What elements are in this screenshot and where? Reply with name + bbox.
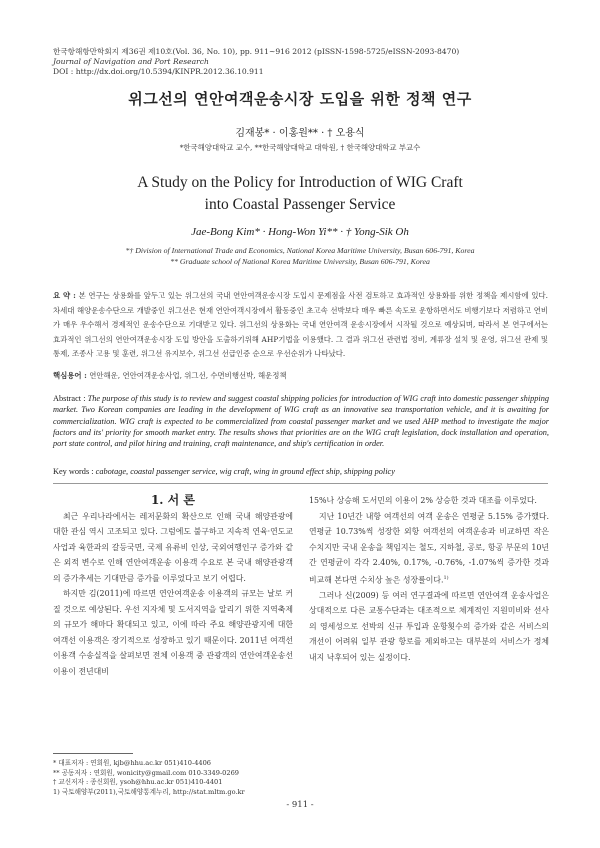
footnotes	[53, 759, 303, 797]
keywords-korean	[53, 370, 548, 381]
authors-english: Jae-Bong Kim* · Hong-Won Yi** · † Yong-Sik Oh	[191, 226, 409, 238]
paragraph	[309, 509, 549, 588]
footnote: † 교신저자 : 종신회원, ysoh@hhu.ac.kr 051)410-4401	[53, 778, 223, 787]
affiliation-korean: *한국해양대학교 교수, **한국해양대학교 대학원, † 한국해양대학교 부교수	[179, 143, 421, 152]
doi-line[interactable]: DOI : http://dx.doi.org/10.5394/KINPR.2012.36.10.911	[53, 67, 264, 76]
paragraph-text: 지난 10년간 내항 여객선의 여객 운송은 연평균 5.15% 증가했다. 연평균 10.73%씩 성장한 외항 여객선의 여객운송과 비교하면 작은 수치지만 국내 운송을 책임지는 철도, 지하철, 공로, 항공 부문의 10년간 연평균이 각각 2.40%, 0.17%, -0.76%, -1.07%씩 증가한 것과 비교해 본다면 수치상 높은 성장률이다.	[309, 511, 549, 585]
keywords-korean-text: 연안해운, 연안여객운송사업, 위그선, 수면비행선박, 해운정책	[89, 371, 287, 380]
authors-korean: 김재봉* · 이홍원** · † 오용식	[235, 128, 365, 139]
title-korean: 위그선의 연안여객운송시장 도입을 위한 정책 연구	[128, 90, 472, 108]
affiliation-english-line2: ** Graduate school of National Korea Maritime University, Busan 606-791, Korea	[170, 257, 430, 266]
body-column-right	[309, 493, 549, 665]
abstract-korean-text: 본 연구는 상용화를 앞두고 있는 위그선의 국내 연안여객운송시장 도입시 문제점을 사전 검토하고 효과적인 상용화를 위한 정책을 제시함에 있다. 차세대 해양운송수단으로 개발중인 위그선은 현재 연안여객시장에서 활동중인 초고속 선박보다 매우 빠른 속도로 운항하면서도 비행기보다 저렴하고 연비가 매우 우수해서 경제적인 운송수단으로 기대받고 있다. 위그선의 상용화는 국내 연안여객 운송시장에서 시작될 것으로 예상되며, 따라서 본 연구에서는 효과적인 위그선의 연안여객운송시장 도입 방안을 도출하기위해 AHP기법을 이용했다. 그 결과 위그선 관련법 정비, 계류장 설치 및 운영, 위그선 관제 및 통제, 조종사 고용 및 훈련, 위그선 유지보수, 위그선 선급인증 순으로 우선순위가 나타났다.	[53, 291, 549, 359]
keywords-english	[53, 467, 549, 476]
divider	[53, 483, 548, 484]
title-english-line2: into Coastal Passenger Service	[204, 196, 396, 213]
abstract-english-label: Abstract :	[53, 394, 86, 403]
paragraph: 그러나 신(2009) 등 여러 연구결과에 따르면 연안여객 운송사업은 상대적으로 다른 교통수단과는 대조적으로 체계적인 지원미비와 선사의 영세성으로 선박의 신규 투입과 운항횟수의 증가와 같은 서비스의 개선이 어려워 일부 관광 항로를 제외하고는 대부분의 서비스가 정체 내지 낙후되어 있는 실정이다.	[309, 590, 549, 662]
affiliation-english	[0, 245, 600, 267]
footnote: ** 공동저자 : 연회원, wonicity@gmail.com 010-3349-0269	[53, 768, 239, 777]
footnote: * 대표저자 : 연회원, kjb@hhu.ac.kr 051)410-4406	[53, 759, 211, 767]
abstract-korean-label: 요 약 :	[53, 291, 76, 300]
body-column-left	[53, 493, 293, 679]
footnote: 1) 국토해양부(2011),국토해양통계누리, http://stat.mltm.go.kr	[53, 787, 245, 796]
journal-name: Journal of Navigation and Port Research	[53, 57, 209, 66]
footnote-ref[interactable]: 1)	[443, 574, 449, 581]
page-number: - 911 -	[286, 800, 314, 810]
section-title: 1. 서 론	[150, 493, 196, 507]
abstract-korean	[53, 289, 548, 362]
abstract-english	[53, 393, 549, 449]
paragraph: 15%나 상승해 도서민의 이용이 2% 상승한 것과 대조를 이루었다.	[309, 496, 537, 505]
title-english	[0, 172, 600, 216]
abstract-english-text: The purpose of this study is to review and suggest coastal shipping policies for introduction of WIG craft into domestic passenger shipping market. Two Korean companies are leading in the development of WIG craft as an innovative sea transportation vehicle, and it is awaiting for commercialization. WIG craft is expected to be commercialized from coastal passenger market and we used AHP method to investigate the major factors and its' priority for smooth market entry. The results shows that priorities are on the WIG craft legislation, dock installation and operation, port state control, and pilot hiring and training, craft maintenance, and ship's certification in order.	[53, 394, 549, 449]
keywords-korean-label: 핵심용어 :	[53, 371, 87, 380]
paragraph: 하지만 김(2011)에 따르면 연안여객운송 이용객의 규모는 날로 커질 것으로 예상된다. 우선 지자체 및 도서지역을 알리기 위한 지역축제의 규모가 해마다 확대되고 있고, 이에 따라 주요 해양관광지에 대한 여객선 이용객은 장기적으로 성장하고 있기 때문이다. 2011년 여객선 이용객 수송실적을 살펴보면 전체 이용객 중 관광객의 연안여객운송선 이용이 전년대비	[53, 589, 293, 676]
paragraph: 최근 우리나라에서는 레저문화의 확산으로 인해 국내 해양관광에 대한 관심 역시 고조되고 있다. 그럼에도 불구하고 지속적 연육·연도교 사업과 육한과의 갈등국면, 국제 유류비 인상, 국외여행인구 증가와 같은 외적 변수로 인해 연안여객운송 이용객 수요로 본 국내 해양관광객의 증가추세는 기대만큼 증가를 이루었다고 보기 어렵다.	[53, 511, 293, 583]
title-english-line1: A Study on the Policy for Introduction of WIG Craft	[137, 174, 463, 191]
journal-header	[53, 47, 553, 77]
affiliation-english-line1: *† Division of International Trade and Economics, National Korea Maritime University, Busan 606-791, Korea	[125, 246, 475, 255]
keywords-english-label: Key words :	[53, 467, 94, 476]
keywords-english-text: cabotage, coastal passenger service, wig craft, wing in ground effect ship, shipping policy	[95, 467, 395, 476]
journal-volume-line: 한국항해항만학회지 제36권 제10호(Vol. 36, No. 10), pp. 911~916 2012 (pISSN-1598-5725/eISSN-2093-8470)	[53, 47, 460, 56]
footnote-divider	[53, 753, 133, 754]
